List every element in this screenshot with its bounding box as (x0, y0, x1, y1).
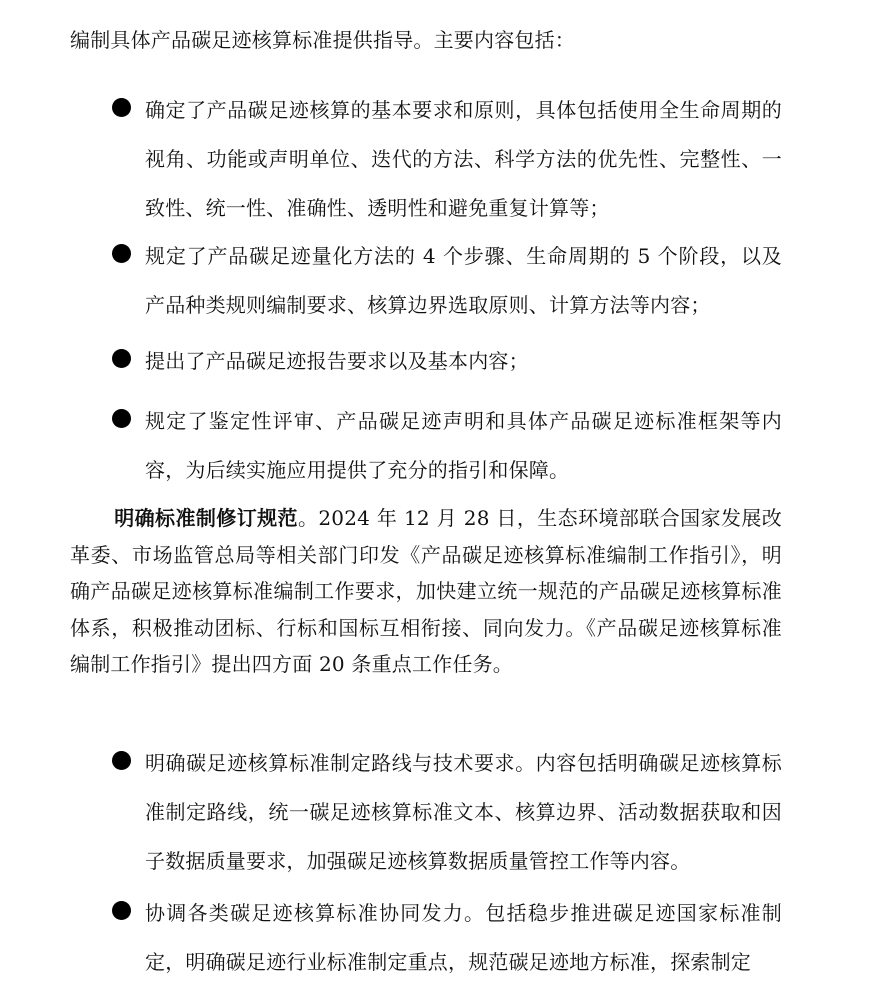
bullet-dot-icon (112, 244, 131, 263)
bullet-dot-icon (112, 98, 131, 117)
bullet-dot-icon (112, 901, 131, 920)
bullet-dot-icon (112, 349, 131, 368)
intro-paragraph (70, 22, 782, 59)
bullet-text: 明确碳足迹核算标准制定路线与技术要求。内容包括明确碳足迹核算标准制定路线，统一碳足迹核算标准文本、核算边界、活动数据获取和因子数据质量要求，加强碳足迹核算数据质量管控工作等内容。 (145, 751, 782, 873)
section-paragraph (70, 500, 782, 683)
bullet-text: 规定了鉴定性评审、产品碳足迹声明和具体产品碳足迹标准框架等内容，为后续实施应用提供了充分的指引和保障。 (145, 409, 782, 482)
section-heading: 明确标准制修订规范 (114, 506, 298, 530)
bullet-text: 提出了产品碳足迹报告要求以及基本内容； (145, 349, 529, 373)
section-body: 。2024 年 12 月 28 日，生态环境部联合国家发展改革委、市场监管总局等相关部门印发《产品碳足迹核算标准编制工作指引》，明确产品碳足迹核算标准编制工作要求，加快建立统一规范的产品碳足迹核算标准体系，积极推动团标、行标和国标互相衔接、同向发力。《产品碳足迹核算标准编制工作指引》提出四方面 20 条重点工作任务。 (70, 506, 782, 676)
bullet-dot-icon (112, 751, 131, 770)
bullet-dot-icon (112, 409, 131, 428)
intro-text: 编制具体产品碳足迹核算标准提供指导。主要内容包括： (70, 28, 575, 52)
bullet-text: 规定了产品碳足迹量化方法的 4 个步骤、生命周期的 5 个阶段，以及产品种类规则编制要求、核算边界选取原则、计算方法等内容； (145, 244, 782, 317)
bullet-text: 确定了产品碳足迹核算的基本要求和原则，具体包括使用全生命周期的视角、功能或声明单位、迭代的方法、科学方法的优先性、完整性、一致性、统一性、准确性、透明性和避免重复计算等； (145, 98, 782, 220)
bullet-text: 协调各类碳足迹核算标准协同发力。包括稳步推进碳足迹国家标准制定，明确碳足迹行业标准制定重点，规范碳足迹地方标准，探索制定 (145, 901, 782, 974)
